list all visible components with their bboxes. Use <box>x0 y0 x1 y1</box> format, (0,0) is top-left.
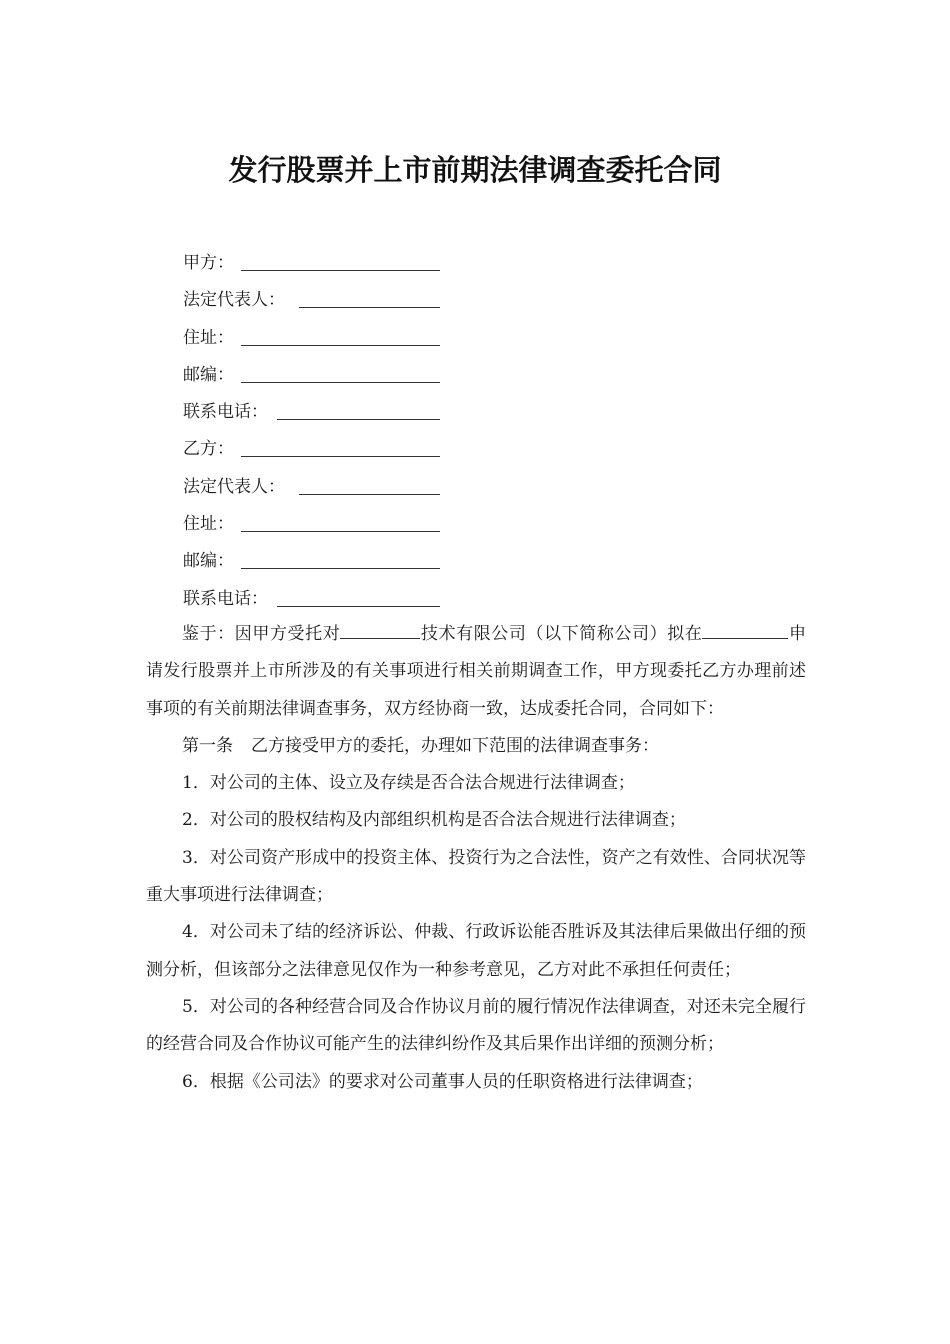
list-item: 5．对公司的各种经营合同及合作协议月前的履行情况作法律调查，对还未完全履行的经营合同及合作协议可能产生的法律纠纷作及其后果作出详细的预测分析； <box>146 996 806 1055</box>
recital-paragraph <box>146 616 806 728</box>
field-label: 住址： <box>183 514 234 534</box>
listing-location-blank <box>702 621 760 639</box>
list-item: 1．对公司的主体、设立及存续是否合法合规进行法律调查； <box>182 773 635 794</box>
party-a-postcode-field <box>183 362 234 388</box>
blank-line <box>241 568 440 569</box>
field-label: 联系电话： <box>183 402 268 422</box>
field-label: 乙方： <box>183 439 234 459</box>
list-item: 2．对公司的股权结构及内部组织机构是否合法合规进行法律调查； <box>182 810 686 831</box>
list-item: 3．对公司资产形成中的投资主体、投资行为之合法性，资产之有效性、合同状况等重大事项进行法律调查； <box>146 847 806 906</box>
field-label: 甲方： <box>183 253 234 273</box>
party-b-name-field <box>183 436 234 462</box>
recital-text-1: 鉴于：因甲方受托对 <box>182 624 341 644</box>
document-title: 发行股票并上市前期法律调查委托合同 <box>228 153 722 187</box>
article-1-paragraph <box>146 728 806 765</box>
blank-line <box>299 494 440 495</box>
blank-line <box>277 419 440 420</box>
field-label: 邮编： <box>183 551 234 571</box>
field-label: 法定代表人： <box>183 290 285 310</box>
party-a-legal-rep-field <box>183 287 285 313</box>
contract-body <box>146 616 806 1101</box>
list-item: 4．对公司未了结的经济诉讼、仲裁、行政诉讼能否胜诉及其法律后果做出仔细的预测分析，但该部分之法律意见仅作为一种参考意见，乙方对此不承担任何责任； <box>146 922 806 980</box>
blank-line <box>241 382 440 383</box>
party-a-address-field <box>183 325 234 351</box>
company-name-blank <box>340 621 420 639</box>
party-a-name-field <box>183 250 234 276</box>
recital-text-2: 技术有限公司（以下简称公司）拟在 <box>420 624 703 644</box>
blank-line <box>241 456 440 457</box>
field-label: 邮编： <box>183 365 234 385</box>
recital-text-3: 申请发行股票并上市所涉及的有关事项进行相关前期调查工作，甲方现委托乙方办理前述事项的有关前期法律调查事务，双方经协商一致，达成委托合同，合同如下： <box>146 624 807 719</box>
party-b-postcode-field <box>183 548 234 574</box>
party-b-phone-field <box>183 586 268 612</box>
list-item: 6．根据《公司法》的要求对公司董事人员的任职资格进行法律调查； <box>182 1071 703 1092</box>
blank-line <box>241 531 440 532</box>
field-label: 联系电话： <box>183 589 268 609</box>
listing-location-blank-cont <box>760 621 788 639</box>
field-label: 法定代表人： <box>183 477 285 497</box>
blank-line <box>241 345 440 346</box>
field-label: 住址： <box>183 328 234 348</box>
blank-line <box>299 307 440 308</box>
article-1-heading: 第一条 <box>182 735 233 756</box>
article-1-text: 乙方接受甲方的委托，办理如下范围的法律调查事务： <box>251 735 659 756</box>
blank-line <box>241 270 440 271</box>
party-b-legal-rep-field <box>183 474 285 500</box>
blank-line <box>277 606 440 607</box>
party-a-phone-field <box>183 399 268 425</box>
party-b-address-field <box>183 511 234 537</box>
